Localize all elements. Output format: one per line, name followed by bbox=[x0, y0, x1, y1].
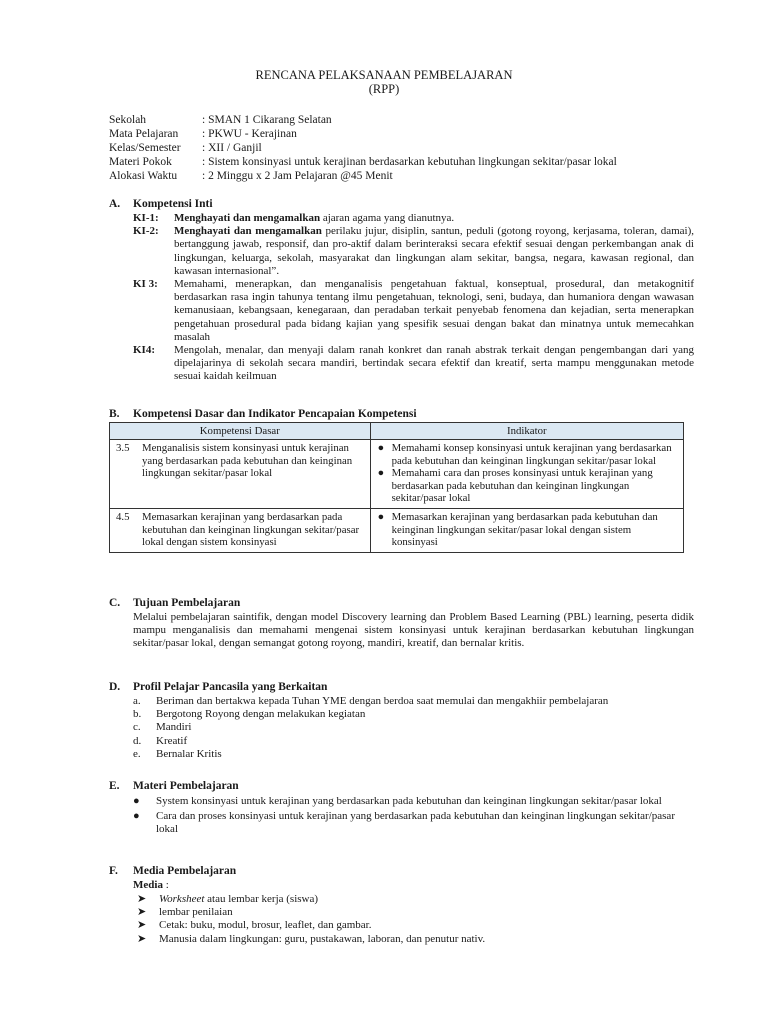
list-item: ➤ Manusia dalam lingkungan: guru, pustakawan, laboran, dan penutur nativ. bbox=[137, 932, 486, 945]
info-value: : SMAN 1 Cikarang Selatan bbox=[202, 114, 332, 126]
info-row bbox=[109, 156, 617, 170]
kd-number: 3.5 bbox=[116, 442, 130, 454]
table-header-row bbox=[110, 423, 684, 440]
section-c-heading: C. Tujuan Pembelajaran bbox=[109, 597, 241, 609]
section-e-heading: E. Materi Pembelajaran bbox=[109, 780, 239, 792]
indicator-item: ● Memahami cara dan proses konsinyasi untuk kerajinan yang berdasarkan pada kebutuhan dan keinginan lingkungan sekitar/pasar lokal bbox=[377, 467, 653, 505]
bullet-icon: ● bbox=[133, 795, 140, 807]
info-value: : Sistem konsinyasi untuk kerajinan berdasarkan kebutuhan lingkungan sekitar/pasar lokal bbox=[202, 156, 617, 168]
document-title: RENCANA PELAKSANAAN PEMBELAJARAN bbox=[255, 68, 513, 82]
bullet-icon: ● bbox=[377, 467, 385, 480]
document-subtitle: (RPP) bbox=[368, 82, 400, 96]
info-label: Materi Pokok bbox=[109, 156, 172, 168]
ki-item: KI-2: Menghayati dan mengamalkan perilaku jujur, disiplin, santun, peduli (gotong royong, kerjasama, toleran, damai), bertanggung jawab, responsif, dan pro-aktif dalam berinteraksi secara efektif sesuai dengan perkembangan anak di lingkungan, keluarga, sekolah, masyarakat dan lingkungan alam sekitar, bangsa, negara, kawasan regional, dan kawasan internasional”. bbox=[133, 225, 694, 277]
identity-block bbox=[109, 114, 617, 184]
ki-code: KI4: bbox=[133, 344, 155, 357]
info-value: : PKWU - Kerajinan bbox=[202, 128, 297, 140]
arrowhead-bullet-icon: ➤ bbox=[137, 893, 147, 905]
indicator-item: ● Memasarkan kerajinan yang berdasarkan pada kebutuhan dan keinginan lingkungan sekitar/pasar lokal dengan sistem konsinyasi bbox=[377, 510, 658, 549]
list-marker: e. bbox=[133, 747, 141, 760]
info-value: : 2 Minggu x 2 Jam Pelajaran @45 Menit bbox=[202, 170, 393, 182]
table-row bbox=[110, 440, 684, 509]
list-item: ➤ Worksheet atau lembar kerja (siswa) bbox=[137, 893, 319, 905]
info-value: : XII / Ganjil bbox=[202, 142, 262, 154]
arrowhead-bullet-icon: ➤ bbox=[137, 932, 147, 945]
list-item: d. Kreatif bbox=[133, 734, 188, 747]
info-label: Mata Pelajaran bbox=[109, 128, 179, 140]
list-item: c. Mandiri bbox=[133, 721, 192, 734]
list-item: ● Cara dan proses konsinyasi untuk kerajinan yang berdasarkan pada kebutuhan dan keinginan lingkungan sekitar/pasar lokal bbox=[133, 810, 675, 836]
ki-item: KI-1: Menghayati dan mengamalkan ajaran agama yang dianutnya. bbox=[133, 212, 455, 224]
section-b-heading: B. Kompetensi Dasar dan Indikator Pencapaian Kompetensi bbox=[109, 408, 417, 420]
section-a-heading: A. Kompetensi Inti bbox=[109, 198, 213, 210]
ki-item: KI4: Mengolah, menalar, dan menyaji dalam ranah konkret dan ranah abstrak terkait dengan pengembangan dari yang dipelajarinya di sekolah secara mandiri, bertindak secara efektif dan kreatif, serta mampu menggunakan metode sesuai kaidah keilmuan bbox=[133, 344, 694, 383]
bullet-icon: ● bbox=[377, 510, 385, 523]
kd-text: Menganalisis sistem konsinyasi untuk kerajinan yang berdasarkan pada kebutuhan dan keinginan lingkungan sekitar/pasar lokal bbox=[142, 442, 353, 480]
table-row bbox=[110, 508, 684, 552]
list-item: ● System konsinyasi untuk kerajinan yang berdasarkan pada kebutuhan dan keinginan lingkungan sekitar/pasar lokal bbox=[133, 795, 662, 807]
list-marker: b. bbox=[133, 708, 142, 721]
list-marker: d. bbox=[133, 734, 142, 747]
info-row bbox=[109, 142, 617, 156]
info-row bbox=[109, 128, 617, 142]
list-item: b. Bergotong Royong dengan melakukan kegiatan bbox=[133, 708, 366, 721]
list-item: e. Bernalar Kritis bbox=[133, 747, 222, 760]
ki-code: KI-1: bbox=[133, 212, 159, 224]
indicator-cell bbox=[370, 440, 683, 509]
kd-cell bbox=[110, 440, 371, 509]
indicator-item: ● Memahami konsep konsinyasi untuk kerajinan yang berdasarkan pada kebutuhan dan keinginan lingkungan sekitar/pasar lokal bbox=[377, 442, 672, 467]
info-row bbox=[109, 170, 617, 184]
materi-list bbox=[133, 795, 694, 837]
bullet-icon: ● bbox=[377, 442, 385, 454]
section-d-heading: D. Profil Pelajar Pancasila yang Berkaitan bbox=[109, 681, 328, 693]
section-f-heading: F. Media Pembelajaran bbox=[109, 865, 237, 877]
list-marker: c. bbox=[133, 721, 141, 734]
profil-list bbox=[133, 695, 694, 761]
ki-item: KI 3: Memahami, menerapkan, dan menganalisis pengetahuan faktual, konseptual, prosedural, dan metakognitif berdasarkan rasa ingin tahunya tentang ilmu pengetahuan, teknologi, seni, budaya, dan humaniora dengan wawasan kemanusiaan, kebangsaan, kenegaraan, dan peradaban terkait penyebab fenomena dan kejadian, serta menerapkan pengetahuan prosedural pada bidang kajian yang spesifik sesuai dengan bakat dan minatnya untuk memecahkan masalah bbox=[133, 278, 694, 343]
bullet-icon: ● bbox=[133, 810, 140, 823]
list-item: a. Beriman dan bertakwa kepada Tuhan YME dengan berdoa saat memulai dan mengakhiir pembelajaran bbox=[133, 695, 609, 707]
list-item: ➤ Cetak: buku, modul, brosur, leaflet, dan gambar. bbox=[137, 919, 372, 932]
info-label: Kelas/Semester bbox=[109, 142, 181, 154]
kd-text: Memasarkan kerajinan yang berdasarkan pada kebutuhan dan keinginan lingkungan sekitar/pasar lokal dengan sistem konsinyasi bbox=[142, 510, 360, 549]
kompetensi-inti-list bbox=[133, 212, 694, 384]
info-row bbox=[109, 114, 617, 128]
media-list bbox=[137, 893, 485, 946]
kd-cell bbox=[110, 508, 371, 552]
indicator-cell bbox=[370, 508, 683, 552]
column-header: Indikator bbox=[370, 423, 683, 440]
kd-indikator-table bbox=[109, 422, 684, 553]
media-label: Media : bbox=[133, 879, 169, 891]
arrowhead-bullet-icon: ➤ bbox=[137, 919, 147, 932]
tujuan-paragraph: Melalui pembelajaran saintifik, dengan model Discovery learning dan Problem Based Learning (PBL) learning, peserta didik mampu menganalisis dan memahami mengenai sistem konsinyasi untuk kerajinan berdasarkan kebutuhan lingkungan sekitar/pasar lokal, dengan semangat gotong royong, mandiri, kreatif, dan bernalar kritis. bbox=[133, 611, 694, 650]
column-header: Kompetensi Dasar bbox=[110, 423, 371, 440]
info-label: Sekolah bbox=[109, 114, 147, 126]
list-item: ➤ lembar penilaian bbox=[137, 906, 233, 919]
ki-code: KI-2: bbox=[133, 225, 159, 238]
arrowhead-bullet-icon: ➤ bbox=[137, 906, 147, 919]
kd-number: 4.5 bbox=[116, 510, 130, 523]
ki-code: KI 3: bbox=[133, 278, 158, 291]
info-label: Alokasi Waktu bbox=[109, 170, 178, 182]
list-marker: a. bbox=[133, 695, 141, 707]
